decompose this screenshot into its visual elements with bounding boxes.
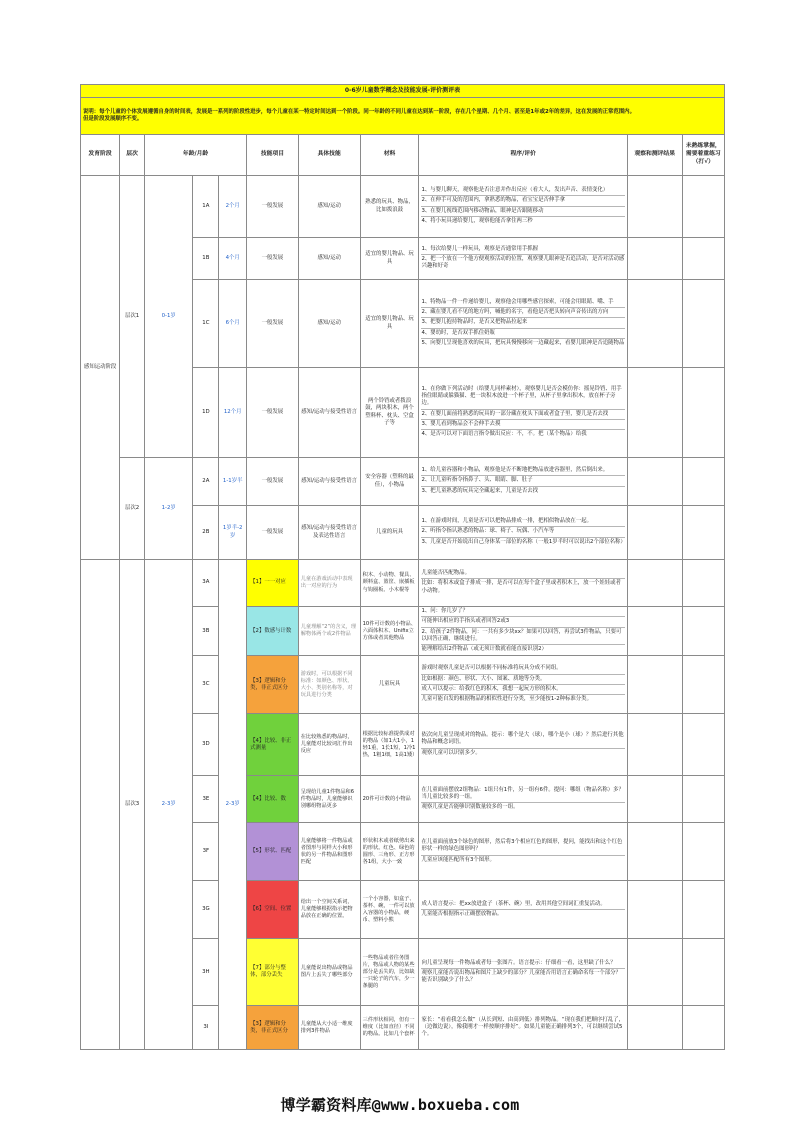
note-row <box>81 98 725 135</box>
assessment-table <box>80 84 725 1050</box>
procedure-line: 在儿童面前摆放2组物品：1组只有1件，另一组有6件。提问：哪组（物品名称）多？当儿童比较多的一组。 <box>421 787 624 804</box>
row-procedure <box>419 607 627 656</box>
level-age: 0-1岁 <box>144 176 193 458</box>
observe-cell[interactable] <box>627 656 682 714</box>
row-specific: 呈现给儿童1件物品和6件物品时，儿童能够识别哪组物品更多 <box>298 776 360 823</box>
row-code: 3I <box>193 1006 219 1050</box>
level-cell: 层次1 <box>120 176 145 458</box>
procedure-line: 1、每次给婴儿一样玩具，观察是否通常用手抓握 <box>421 246 624 255</box>
header-material: 材料 <box>360 135 419 176</box>
row-skill: 一般发展 <box>247 506 299 560</box>
header-specific: 具体技能 <box>298 135 360 176</box>
check-cell[interactable] <box>682 881 724 939</box>
observe-cell[interactable] <box>627 1006 682 1050</box>
row-material: 20件可计数的小物品 <box>360 776 419 823</box>
header-observe: 观察和测评结果 <box>627 135 682 176</box>
header-unfamiliar: 未熟练掌握，需要着重练习（打√） <box>682 135 724 176</box>
procedure-line: 1、在你做下列活动时（给婴儿同样素材），观察婴儿是否会模仿你：摇晃铃铛、用手指住眼睛或躲猫猫、把一块积木放进一个杯子里，从杯子里拿出积木，放在杯子旁边。 <box>421 386 624 410</box>
skill-tag-label: 【4】比较、数 <box>250 795 286 802</box>
row-material: 三件形状相同，但有一维度（比如直径）不同的物品。比如几个套杯 <box>360 1006 419 1050</box>
procedure-line: 比如根据：颜色、形状、大小、图案、质地等分类。 <box>421 676 624 685</box>
skill-tag-label: 【3】逻辑和分类，非正式区分 <box>250 677 288 691</box>
row-specific: 儿童理解“2”的含义，理解物体两个或2件物品 <box>298 607 360 656</box>
row-procedure <box>419 881 627 939</box>
row-age: 2-3岁 <box>219 560 247 1050</box>
row-code: 3B <box>193 607 219 656</box>
header-skill: 技能项目 <box>247 135 299 176</box>
check-cell[interactable] <box>682 506 724 560</box>
row-skill: 一般发展 <box>247 368 299 458</box>
row-material: 儿童的玩具 <box>360 506 419 560</box>
row-procedure <box>419 714 627 776</box>
procedure-line: 家长：“看看我怎么做”（从长到短、由高到低）排列物品。“现在我们把顺序打乱了，（边做边说），像我刚才一样按顺序排好”。如果儿童能正确排列3个，可以继续尝试5个。 <box>421 1016 624 1038</box>
skill-tag <box>247 607 299 656</box>
level-cell: 层次3 <box>120 560 145 1050</box>
procedure-line: 游戏时观察儿童是否可以根据不同标准将玩具分成不同组。 <box>421 665 624 674</box>
row-code: 3H <box>193 939 219 1006</box>
note-text <box>81 98 725 135</box>
row-age: 12个月 <box>219 368 247 458</box>
skill-tag-label: 【5】形状、匹配 <box>250 848 292 855</box>
header-age: 年龄/月龄 <box>144 135 246 176</box>
row-material: 形状积木或者纸剪出来的形状。红色、绿色的圆形、三角形、正方形各1组，大小一致 <box>360 823 419 881</box>
row-material: 安全容器（塑料的最佳），小物品 <box>360 458 419 506</box>
row-specific: 给出一个空间关系词，儿童能够根据指示把物品放在正确的位置。 <box>298 881 360 939</box>
row-code: 2B <box>193 506 219 560</box>
procedure-line: 成人可以提示：给我红色的积木，我想一起玩方形的积木。 <box>421 686 624 695</box>
row-age: 4个月 <box>219 238 247 280</box>
row-age: 1-1岁半 <box>219 458 247 506</box>
procedure-line: 向儿童呈现每一件物品或者每一张图片。语言提示：仔细看一看，这里缺了什么？ <box>421 960 624 969</box>
row-material: 根据比较标准提供成对的物品（如1大1小，1轻1重，1长1短，1冷1热，1粗1细，1高1矮） <box>360 714 419 776</box>
skill-tag-label: 【3】逻辑和分类，非正式区分 <box>250 1020 288 1034</box>
row-skill: 一般发展 <box>247 238 299 280</box>
row-procedure <box>419 656 627 714</box>
row-code: 1A <box>193 176 219 238</box>
procedure-line: 3、儿童是否开始说出自己身体某一部位的名称（一般1岁半时可以说出2个部位名称） <box>421 538 626 545</box>
procedure-line: 4、婴幼时，是否双手抓住奶瓶 <box>421 330 624 339</box>
row-code: 3G <box>193 881 219 939</box>
check-cell[interactable] <box>682 368 724 458</box>
observe-cell[interactable] <box>627 714 682 776</box>
check-cell[interactable] <box>682 776 724 823</box>
row-specific: 感知/运动 <box>298 280 360 368</box>
check-cell[interactable] <box>682 280 724 368</box>
row-material: 适宜的婴儿物品、玩具 <box>360 280 419 368</box>
check-cell[interactable] <box>682 607 724 656</box>
row-procedure <box>419 280 627 368</box>
observe-cell[interactable] <box>627 776 682 823</box>
procedure-line: 2、给孩子2件物品，问：一共有多少块xx？如果可以回答，再尝试3件物品，只要可以回答正确，继续进行。 <box>421 629 624 646</box>
row-procedure <box>419 506 627 560</box>
skill-tag <box>247 939 299 1006</box>
procedure-line: 2、让儿童听指令指鼻子、头、眼睛、脚、肚子 <box>421 477 624 486</box>
check-cell[interactable] <box>682 176 724 238</box>
row-procedure <box>419 176 627 238</box>
note-line-2: 但是阶段发展顺序不变。 <box>83 116 143 122</box>
procedure-line: 1、特物品一件一件递给婴儿，观察他会用哪些感官探索，可能会用眼睛、嘴、手 <box>421 299 624 308</box>
row-procedure <box>419 823 627 881</box>
procedure-line: 1、在游戏时间，儿童是否可以把物品排成一排，把相似物品放在一起。 <box>421 518 624 527</box>
procedure-line: 观察儿童能否说出物品和图片上缺少的部分？儿童能否用语言正确命名每一个部分？能否识别缺少了什么？ <box>421 969 621 984</box>
procedure-line: 3、在婴儿视线范围内移动物品，眼神是否跟随移动 <box>421 208 624 217</box>
procedure-line: 能理解给出2件物品（或无须计数就看能直接识别2） <box>421 646 547 653</box>
header-level: 层次 <box>120 135 145 176</box>
observe-cell[interactable] <box>627 939 682 1006</box>
check-cell[interactable] <box>682 939 724 1006</box>
skill-tag <box>247 714 299 776</box>
procedure-line: 4、是否可以对下面语言指令做出反应：不，不。把（某个物品）给我 <box>421 431 587 438</box>
row-age: 2个月 <box>219 176 247 238</box>
check-cell[interactable] <box>682 1006 724 1050</box>
row-skill: 一般发展 <box>247 458 299 506</box>
row-procedure <box>419 776 627 823</box>
procedure-line: 观察儿童是否能够识别数量较多的一组。 <box>421 804 519 811</box>
row-code: 3F <box>193 823 219 881</box>
table-row <box>81 560 725 607</box>
row-material: 适宜的婴儿物品、玩具 <box>360 238 419 280</box>
procedure-line: 儿童可能自发的根据物品的相似性进行分类，至少能按1-2种标准分类。 <box>421 696 592 703</box>
row-specific: 儿童能说出物品或物品图片上丢失了哪些部分 <box>298 939 360 1006</box>
observe-cell[interactable] <box>627 560 682 607</box>
check-cell[interactable] <box>682 823 724 881</box>
skill-tag <box>247 656 299 714</box>
level-cell: 层次2 <box>120 458 145 560</box>
table-row <box>81 458 725 506</box>
title-row <box>81 85 725 98</box>
row-skill: 一般发展 <box>247 176 299 238</box>
procedure-line: 3、把儿童熟悉的玩具完全藏起来，儿童是否去找 <box>421 487 539 494</box>
procedure-line: 3、婴儿看到物品会不会伸手去摸 <box>421 421 624 430</box>
procedure-line: 3、把婴儿抱持物品时，是否又把物品拉起来 <box>421 319 624 328</box>
check-cell[interactable] <box>682 656 724 714</box>
procedure-line: 2、听指令指认熟悉的物品：球、椅子、玩偶、小汽车等 <box>421 528 624 537</box>
row-material: 10件可计数的小物品、六面体积木、Unifix立方体或者其他物品 <box>360 607 419 656</box>
header-stage: 发育阶段 <box>81 135 120 176</box>
row-code: 3E <box>193 776 219 823</box>
row-procedure <box>419 1006 627 1050</box>
procedure-line: 在儿童面前放3个绿色的图形，然后将3个相应红色的图形，提问，能找出和这个红色形状一样的绿色图形吗？ <box>421 839 624 856</box>
observe-cell[interactable] <box>627 238 682 280</box>
row-code: 3C <box>193 656 219 714</box>
skill-tag-label: 【1】一一对应 <box>250 579 286 586</box>
row-material: 积木、小动物、餐具、颜料盒、篮筐、嵌插板与钩圈板、小木棍等 <box>360 560 419 607</box>
row-specific: 感知/运动与接受性语言及表达性语言 <box>298 506 360 560</box>
row-material: 儿童玩具 <box>360 656 419 714</box>
skill-tag-label: 【6】空间、位置 <box>250 906 292 913</box>
row-specific: 儿童在游戏活动中表现出一对应的行为 <box>298 560 360 607</box>
procedure-line: 成人语言提示：把xx放进盒子（茶杯、碗）里，改用其他空间词汇重复活动。 <box>421 901 624 910</box>
page-title: 0-6岁儿童数学概念及技能发展-评价测评表 <box>81 85 725 98</box>
procedure-line: 比如：将积木或盒子排成一排，是否可以在每个盒子里或者积木上，放一个娃娃或者小动物。 <box>421 580 621 594</box>
skill-tag-label: 【4】比较、非正式测量 <box>250 737 292 751</box>
row-age: 1岁半-2岁 <box>219 506 247 560</box>
row-procedure <box>419 368 627 458</box>
observe-cell[interactable] <box>627 458 682 506</box>
procedure-line: 儿童能否匹配物品。 <box>421 570 624 579</box>
observe-cell[interactable] <box>627 506 682 560</box>
row-specific: 感知/运动 <box>298 238 360 280</box>
observe-cell[interactable] <box>627 823 682 881</box>
table-row <box>81 176 725 238</box>
procedure-line: 2、在伸手可及的范围内，拿熟悉的物品，看宝宝是否伸手拿 <box>421 197 624 206</box>
procedure-line: 1、给儿童容器和小物品，观察他是否不断地把物品放进容器里，然后倒出来。 <box>421 467 624 476</box>
row-procedure <box>419 560 627 607</box>
row-material: 熟悉的玩具、物品，比如拨浪鼓 <box>360 176 419 238</box>
procedure-line: 2、藏在婴儿看不见的地方吗，喊他的名字，看他是否把头转向声音传出的方向 <box>421 309 624 318</box>
stage-cell: 感知运动阶段 <box>81 176 120 560</box>
row-skill: 一般发展 <box>247 280 299 368</box>
row-specific: 感知/运动与接受性语言 <box>298 458 360 506</box>
row-specific: 感知/运动 <box>298 176 360 238</box>
row-specific: 在比较熟悉的物品时，儿童能对比较词汇作出反应 <box>298 714 360 776</box>
row-specific: 儿童能从大小适一维度排列3件物品 <box>298 1006 360 1050</box>
row-code: 2A <box>193 458 219 506</box>
check-cell[interactable] <box>682 714 724 776</box>
check-cell[interactable] <box>682 560 724 607</box>
header-row <box>81 135 725 176</box>
observe-cell[interactable] <box>627 368 682 458</box>
row-code: 1C <box>193 280 219 368</box>
skill-tag <box>247 776 299 823</box>
row-code: 1B <box>193 238 219 280</box>
row-code: 3D <box>193 714 219 776</box>
row-code: 1D <box>193 368 219 458</box>
level-age: 1-2岁 <box>144 458 193 560</box>
observe-cell[interactable] <box>627 280 682 368</box>
level-age: 2-3岁 <box>144 560 193 1050</box>
skill-tag <box>247 881 299 939</box>
row-material: 一个小容器，如盒子、茶杯、碗，一件可以放入容器的小物品，硬币、塑料小熊 <box>360 881 419 939</box>
check-cell[interactable] <box>682 458 724 506</box>
procedure-line: 4、将小玩具递给婴儿，观察他能否拿住两三秒 <box>421 217 533 224</box>
observe-cell[interactable] <box>627 176 682 238</box>
row-specific: 儿童能够将一件物品或者图形与同样大小和形状的另一件物品和图形匹配 <box>298 823 360 881</box>
stage-cell-empty <box>81 560 120 1050</box>
row-code: 3A <box>193 560 219 607</box>
procedure-line: 可能伸出相应的手指头或者回答2或3 <box>421 618 624 627</box>
procedure-line: 儿童应该能匹配所有3个图形。 <box>421 856 495 863</box>
skill-tag-label: 【7】部分与整体，部分丢失 <box>250 965 286 979</box>
footer-watermark: 博学霸资料库@www.boxueba.com <box>280 1096 520 1114</box>
row-material: 一些物品或者往务图片，物品或人物的某些部分是丢失的，比如缺一只轮子的汽车，少一条腿的 <box>360 939 419 1006</box>
procedure-line: 5、向婴儿呈现他喜欢的玩具，把玩具慢慢移向一边藏起来，看婴儿眼神是否追随物品 <box>421 339 625 346</box>
procedure-line: 2、把一个放在一个他方便观察活动的位置，观察婴儿眼神是否追活动，是否对活动感兴趣和好奇 <box>421 255 625 270</box>
row-procedure <box>419 939 627 1006</box>
procedure-line: 儿童能否根据指示正确摆放物品。 <box>421 910 503 917</box>
observe-cell[interactable] <box>627 607 682 656</box>
row-procedure <box>419 238 627 280</box>
skill-tag <box>247 823 299 881</box>
row-procedure <box>419 458 627 506</box>
observe-cell[interactable] <box>627 881 682 939</box>
check-cell[interactable] <box>682 238 724 280</box>
skill-tag <box>247 1006 299 1050</box>
skill-tag <box>247 560 299 607</box>
procedure-line: 依次向儿童呈现成对的物品。提示：哪个是大（球），哪个是小（球）？然后进行其他物品和概念词语。 <box>421 732 624 749</box>
row-specific: 游戏时，可以根据不同标准：如颜色、形状、大小、类别名称等，对玩具进行分类 <box>298 656 360 714</box>
procedure-line: 1、问：你几岁了？ <box>421 608 624 617</box>
procedure-line: 2、在婴儿面前将熟悉的玩具的一部分藏在枕头下面或者盒子里，婴儿是否去找 <box>421 411 624 420</box>
skill-tag-label: 【2】数感与计数 <box>250 627 292 634</box>
row-age: 6个月 <box>219 280 247 368</box>
procedure-line: 1、与婴儿聊天，观察他是否注意并作出反应（看大人，发出声音、表情变化） <box>421 187 624 196</box>
note-line-1: 说明：每个儿童的个体发展遵循自身的时间表，发展是一系列的阶段性进步，每个儿童在某一特定时间达到一个阶段。同一年龄的不同儿童在达到某一阶段，存在几个星期、几个月、甚至是1年或2年的差异，这在发展的正常范围内。 <box>83 108 635 115</box>
procedure-line: 观察儿童可以识别多少。 <box>421 749 481 756</box>
header-procedure: 程序/评价 <box>419 135 627 176</box>
row-specific: 感知/运动与接受性语言 <box>298 368 360 458</box>
row-material: 两个铃铛或者拨浪鼓，两块积木，两个塑料杯、枕头、空盒子等 <box>360 368 419 458</box>
